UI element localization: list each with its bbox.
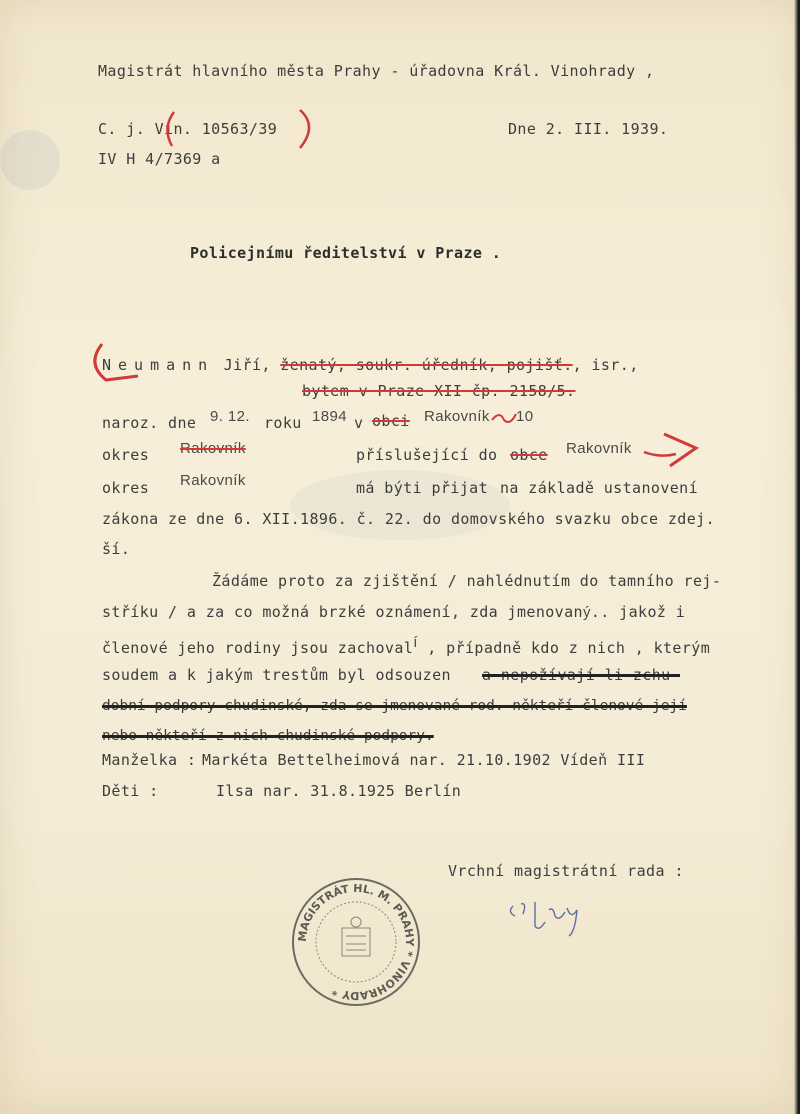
stamp-text: MAGISTRÁT HL. M. PRAHY * VINOHRADY * (295, 881, 417, 1003)
surname: Neumann (102, 356, 215, 374)
birth-in-label: v (354, 414, 364, 432)
struck-address: bytem v Praze XII čp. 2158/5. (302, 382, 576, 400)
children-value: Ilsa nar. 31.8.1925 Berlín (216, 782, 462, 800)
children-label: Děti : (102, 782, 159, 800)
scan-edge (794, 0, 800, 1114)
birth-place: Rakovník (424, 408, 490, 425)
birth-place-extra: 10 (516, 408, 534, 425)
zaklad-label: na základě ustanovení (500, 479, 699, 497)
struck-text-3: nebo někteří z nich chudinské podpory. (102, 728, 434, 744)
ma-byti-label: má býti přijat (356, 479, 489, 497)
handwritten-signature (505, 892, 595, 942)
struck-occupation: ženatý, soukr. úředník, pojišť. (280, 356, 573, 374)
okres-value-1: Rakovník (180, 440, 246, 457)
struck-obce: obce (510, 446, 548, 464)
domovska-obec: Rakovník (566, 440, 632, 457)
struck-obci: obci (372, 412, 410, 430)
okres-label: okres (102, 446, 150, 464)
paragraph-line-4: soudem a k jakým trestům byl odsouzen (102, 666, 451, 684)
birth-day: 9. 12. (210, 408, 250, 425)
prislusejici-label: příslušející do (356, 446, 498, 464)
handwritten-correction: ý (582, 604, 591, 621)
paragraph-line-3 (102, 634, 710, 657)
struck-text-1: a nepožívají-li zchu- (482, 666, 681, 684)
paragraph-line-2 (102, 603, 685, 621)
spouse-value: Markéta Bettelheimová nar. 21.10.1902 Vídeň III (202, 751, 646, 769)
svg-text:MAGISTRÁT HL. M. PRAHY * VINOH (296, 882, 416, 1002)
birth-year-label: roku (264, 414, 302, 432)
okres-value-2: Rakovník (180, 472, 246, 489)
law-line: zákona ze dne 6. XII.1896. č. 22. do domovského svazku obce zdej. (102, 510, 715, 528)
paragraph-text: , případně kdo z nich , kterým (427, 639, 711, 657)
paper-smudge (0, 130, 60, 190)
religion: isr. (591, 356, 630, 374)
law-line-end: ší. (102, 540, 131, 558)
reference-number: C. j. Vin. 10563/39 (98, 120, 278, 138)
authority-line: Magistrát hlavního města Prahy - úřadovna Král. Vinohrady , (98, 62, 655, 80)
birth-year: 1894 (312, 408, 347, 425)
red-arrow-mark (640, 428, 710, 472)
handwritten-correction: í (413, 634, 418, 651)
addressee: Policejnímu ředitelství v Praze . (190, 244, 502, 262)
paragraph-text: stříku / a za co možná brzké oznámení, zda jmenovan (102, 603, 583, 621)
spouse-label: Manželka : (102, 751, 197, 769)
document-date: Dne 2. III. 1939. (508, 120, 669, 138)
okres-label-2: okres (102, 479, 150, 497)
paragraph-text: .. jakož i (590, 603, 686, 621)
sub-reference: IV H 4/7369 a (98, 150, 221, 168)
birth-label: naroz. dne (102, 414, 197, 432)
signature-title: Vrchní magistrátní rada : (448, 862, 684, 880)
official-stamp (290, 876, 422, 1008)
paragraph-line-1: Žádáme proto za zjištění / nahlédnutím do tamního rej- (212, 572, 722, 590)
struck-text-2: dobní podpory chudinské, zda se jmenované rod. někteří členové její (102, 698, 687, 714)
person-line-1: Neumann Jiří, ženatý, soukr. úředník, pojišť., isr., (102, 356, 639, 374)
given-name: Jiří (223, 356, 262, 374)
paragraph-text: členové jeho rodiny jsou zachoval (102, 639, 414, 657)
